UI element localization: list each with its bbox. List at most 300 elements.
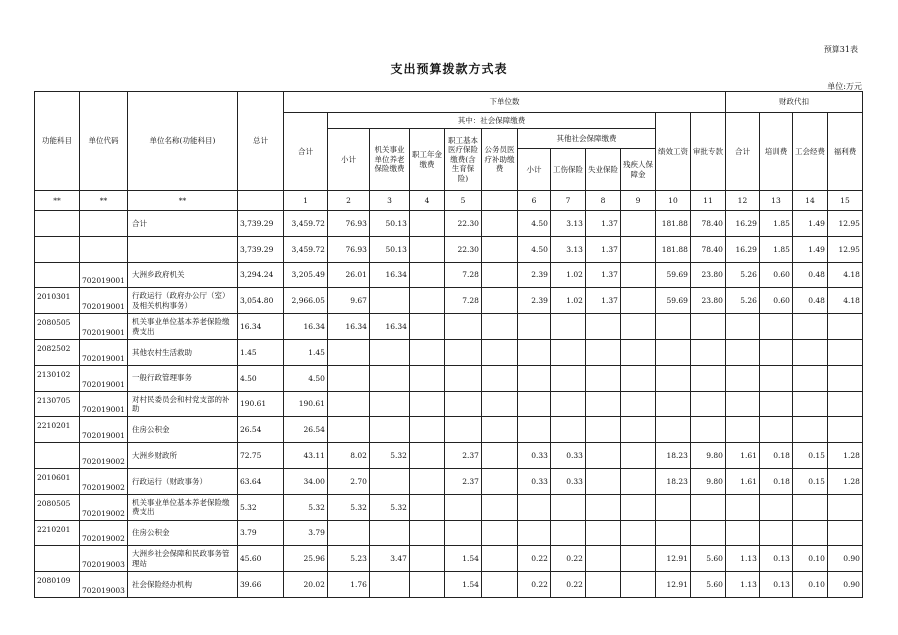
header-medical: 职工基本医疗保险缴费(含生育保险) [444, 129, 481, 191]
amount-cell-c13 [759, 520, 792, 546]
amount-cell-c13: 1.85 [759, 236, 792, 262]
amount-cell-c3 [369, 468, 409, 494]
amount-cell-c11: 5.60 [690, 546, 725, 572]
amount-cell-cx [481, 468, 517, 494]
unit-name-cell: 大洲乡社会保障和民政事务管理站 [127, 546, 237, 572]
amount-cell-c11 [690, 339, 725, 365]
amount-cell-cx [481, 391, 517, 417]
unit-name-cell: 行政运行（政府办公厅（室）及相关机构事务） [127, 288, 237, 314]
amount-cell-c11: 78.40 [690, 236, 725, 262]
amount-cell-c2: 5.23 [327, 546, 369, 572]
unit-name-cell: 住房公积金 [127, 520, 237, 546]
amount-cell-c4 [409, 468, 444, 494]
func-subject-cell: 2010301 [35, 288, 80, 314]
header-pension: 机关事业单位养老保险缴费 [369, 129, 409, 191]
amount-cell-c14: 1.49 [792, 236, 827, 262]
column-index-cell: 9 [620, 191, 655, 211]
amount-cell-c12 [725, 314, 759, 340]
amount-cell-c6: 2.39 [517, 262, 550, 288]
amount-cell-cx [481, 443, 517, 469]
amount-cell-total: 63.64 [237, 468, 283, 494]
amount-cell-c9 [620, 572, 655, 598]
amount-cell-c1: 3.79 [283, 520, 327, 546]
amount-cell-c3: 5.32 [369, 494, 409, 520]
unit-label: 单位:万元 [827, 82, 862, 91]
amount-cell-c6 [517, 339, 550, 365]
header-unit-name: 单位名称(功能科目) [127, 92, 237, 191]
amount-cell-c7: 0.33 [550, 468, 585, 494]
func-subject-cell [35, 546, 80, 572]
amount-cell-c9 [620, 288, 655, 314]
amount-cell-c12: 5.26 [725, 262, 759, 288]
amount-cell-c3 [369, 339, 409, 365]
amount-cell-c6: 0.33 [517, 443, 550, 469]
unit-code-cell: 702019001 [80, 314, 128, 340]
amount-cell-c3 [369, 391, 409, 417]
amount-cell-c3: 5.32 [369, 443, 409, 469]
func-subject-cell [35, 262, 80, 288]
amount-cell-c15 [827, 520, 862, 546]
amount-cell-c10 [655, 314, 690, 340]
header-subtotal: 小计 [327, 129, 369, 191]
amount-cell-c10 [655, 339, 690, 365]
amount-cell-cx [481, 494, 517, 520]
amount-cell-total: 16.34 [237, 314, 283, 340]
amount-cell-c14: 0.48 [792, 262, 827, 288]
amount-cell-c12: 1.61 [725, 443, 759, 469]
amount-cell-c8 [585, 546, 620, 572]
amount-cell-c7 [550, 417, 585, 443]
amount-cell-c11 [690, 314, 725, 340]
amount-cell-c5: 1.54 [444, 546, 481, 572]
amount-cell-c14: 0.15 [792, 468, 827, 494]
amount-cell-c10 [655, 391, 690, 417]
header-injury: 工伤保险 [550, 149, 585, 191]
amount-cell-cx [481, 211, 517, 237]
amount-cell-c2: 8.02 [327, 443, 369, 469]
column-index-cell: 3 [369, 191, 409, 211]
table-header [35, 92, 863, 191]
amount-cell-c3: 16.34 [369, 314, 409, 340]
amount-cell-c1: 34.00 [283, 468, 327, 494]
amount-cell-c13: 0.13 [759, 546, 792, 572]
amount-cell-c10: 181.88 [655, 236, 690, 262]
table-row [35, 443, 863, 469]
amount-cell-c10: 12.91 [655, 572, 690, 598]
unit-name-cell [127, 236, 237, 262]
amount-cell-c4 [409, 572, 444, 598]
amount-cell-c7: 0.33 [550, 443, 585, 469]
amount-cell-c1: 43.11 [283, 443, 327, 469]
amount-cell-c6: 0.22 [517, 572, 550, 598]
amount-cell-c4 [409, 262, 444, 288]
amount-cell-c12: 16.29 [725, 236, 759, 262]
amount-cell-c12: 5.26 [725, 288, 759, 314]
func-subject-cell: 2080109 [35, 572, 80, 598]
amount-cell-c15: 4.18 [827, 288, 862, 314]
header-disability: 残疾人保障金 [620, 149, 655, 191]
amount-cell-c7 [550, 339, 585, 365]
amount-cell-c6 [517, 494, 550, 520]
unit-code-cell [80, 211, 128, 237]
amount-cell-c12 [725, 417, 759, 443]
amount-cell-c9 [620, 314, 655, 340]
amount-cell-c8 [585, 391, 620, 417]
amount-cell-c4 [409, 365, 444, 391]
unit-name-cell: 对村民委员会和村党支部的补助 [127, 391, 237, 417]
amount-cell-c12: 1.13 [725, 572, 759, 598]
amount-cell-c3 [369, 288, 409, 314]
header-other-social: 其他社会保障缴费 [517, 129, 655, 149]
amount-cell-c8 [585, 314, 620, 340]
func-subject-cell: 2010601 [35, 468, 80, 494]
amount-cell-c11 [690, 417, 725, 443]
table-row [35, 520, 863, 546]
amount-cell-c5 [444, 339, 481, 365]
amount-cell-c13: 0.60 [759, 262, 792, 288]
amount-cell-c10: 18.23 [655, 443, 690, 469]
header-fiscal-withholding: 财政代扣 [725, 92, 862, 113]
header-civil-medical: 公务员医疗补助缴费 [481, 129, 517, 191]
amount-cell-c3 [369, 520, 409, 546]
amount-cell-c5 [444, 494, 481, 520]
amount-cell-c9 [620, 443, 655, 469]
amount-cell-c6: 0.22 [517, 546, 550, 572]
amount-cell-c14 [792, 339, 827, 365]
amount-cell-c7: 3.13 [550, 236, 585, 262]
amount-cell-c13: 1.85 [759, 211, 792, 237]
amount-cell-c5: 22.30 [444, 236, 481, 262]
amount-cell-c15 [827, 391, 862, 417]
amount-cell-c8 [585, 417, 620, 443]
amount-cell-cx [481, 339, 517, 365]
page-title: 支出预算拨款方式表 [390, 62, 508, 76]
amount-cell-total: 3,739.29 [237, 236, 283, 262]
amount-cell-c5 [444, 365, 481, 391]
amount-cell-c11: 9.80 [690, 443, 725, 469]
func-subject-cell: 2210201 [35, 417, 80, 443]
table-row [35, 417, 863, 443]
budget-table [34, 91, 863, 598]
amount-cell-cx [481, 262, 517, 288]
column-index-cell: 5 [444, 191, 481, 211]
column-index-cell: 6 [517, 191, 550, 211]
amount-cell-c4 [409, 546, 444, 572]
unit-code-cell: 702019002 [80, 468, 128, 494]
unit-code-cell: 702019001 [80, 262, 128, 288]
column-index-cell: ** [35, 191, 80, 211]
amount-cell-c5: 22.30 [444, 211, 481, 237]
amount-cell-c8 [585, 468, 620, 494]
amount-cell-c12: 1.13 [725, 546, 759, 572]
amount-cell-c2 [327, 520, 369, 546]
func-subject-cell [35, 236, 80, 262]
amount-cell-total: 3,294.24 [237, 262, 283, 288]
amount-cell-c1: 1.45 [283, 339, 327, 365]
amount-cell-c6 [517, 417, 550, 443]
header-performance-pay: 绩效工资 [655, 113, 690, 191]
header-fiscal-subtotal: 合计 [725, 113, 759, 191]
amount-cell-c9 [620, 494, 655, 520]
column-index-cell [237, 191, 283, 211]
amount-cell-c8: 1.37 [585, 288, 620, 314]
header-training: 培训费 [759, 113, 792, 191]
column-index-cell: 8 [585, 191, 620, 211]
amount-cell-cx [481, 520, 517, 546]
amount-cell-c2: 5.32 [327, 494, 369, 520]
amount-cell-c11: 78.40 [690, 211, 725, 237]
amount-cell-c10 [655, 520, 690, 546]
amount-cell-cx [481, 572, 517, 598]
amount-cell-c11: 5.60 [690, 572, 725, 598]
amount-cell-c7 [550, 314, 585, 340]
amount-cell-c5 [444, 391, 481, 417]
func-subject-cell [35, 443, 80, 469]
amount-cell-total: 3,054.80 [237, 288, 283, 314]
unit-name-cell: 机关事业单位基本养老保险缴费支出 [127, 314, 237, 340]
table-row [35, 546, 863, 572]
amount-cell-cx [481, 546, 517, 572]
amount-cell-c1: 5.32 [283, 494, 327, 520]
amount-cell-c10 [655, 494, 690, 520]
amount-cell-c2: 9.67 [327, 288, 369, 314]
header-union: 工会经费 [792, 113, 827, 191]
amount-cell-c9 [620, 417, 655, 443]
unit-name-cell: 社会保险经办机构 [127, 572, 237, 598]
unit-name-cell: 机关事业单位基本养老保险缴费支出 [127, 494, 237, 520]
unit-name-cell: 大洲乡财政所 [127, 443, 237, 469]
unit-code-cell [80, 236, 128, 262]
amount-cell-c13: 0.60 [759, 288, 792, 314]
amount-cell-c5 [444, 520, 481, 546]
amount-cell-c5 [444, 417, 481, 443]
amount-cell-c1: 3,459.72 [283, 211, 327, 237]
amount-cell-c7: 0.22 [550, 572, 585, 598]
unit-name-cell: 住房公积金 [127, 417, 237, 443]
header-total: 总计 [237, 92, 283, 191]
amount-cell-c13: 0.18 [759, 443, 792, 469]
amount-cell-c15 [827, 494, 862, 520]
amount-cell-c15: 12.95 [827, 236, 862, 262]
column-index-cell [481, 191, 517, 211]
amount-cell-c13: 0.13 [759, 572, 792, 598]
amount-cell-c10 [655, 417, 690, 443]
table-row [35, 288, 863, 314]
amount-cell-c3: 16.34 [369, 262, 409, 288]
unit-code-cell: 702019001 [80, 288, 128, 314]
amount-cell-c11 [690, 391, 725, 417]
table-row [35, 314, 863, 340]
amount-cell-c2 [327, 365, 369, 391]
unit-code-cell: 702019002 [80, 494, 128, 520]
amount-cell-c8 [585, 339, 620, 365]
amount-cell-c4 [409, 339, 444, 365]
amount-cell-cx [481, 236, 517, 262]
amount-cell-c14: 1.49 [792, 211, 827, 237]
table-row [35, 262, 863, 288]
column-index-cell: ** [80, 191, 128, 211]
amount-cell-c4 [409, 443, 444, 469]
amount-cell-c9 [620, 365, 655, 391]
amount-cell-c7: 1.02 [550, 262, 585, 288]
amount-cell-c12 [725, 365, 759, 391]
amount-cell-c7: 1.02 [550, 288, 585, 314]
unit-name-cell: 合计 [127, 211, 237, 237]
unit-code-cell: 702019003 [80, 546, 128, 572]
header-unit-code: 单位代码 [80, 92, 128, 191]
unit-code-cell: 702019001 [80, 365, 128, 391]
header-func-subject: 功能科目 [35, 92, 80, 191]
amount-cell-c5: 7.28 [444, 288, 481, 314]
func-subject-cell: 2210201 [35, 520, 80, 546]
column-index-cell: ** [127, 191, 237, 211]
amount-cell-c15: 4.18 [827, 262, 862, 288]
column-index-cell: 11 [690, 191, 725, 211]
amount-cell-c14 [792, 314, 827, 340]
amount-cell-total: 45.60 [237, 546, 283, 572]
func-subject-cell: 2080505 [35, 494, 80, 520]
column-index-row [35, 191, 863, 211]
amount-cell-total: 5.32 [237, 494, 283, 520]
amount-cell-c11: 9.80 [690, 468, 725, 494]
amount-cell-total: 72.75 [237, 443, 283, 469]
amount-cell-total: 39.66 [237, 572, 283, 598]
amount-cell-c13 [759, 365, 792, 391]
amount-cell-c1: 2,966.05 [283, 288, 327, 314]
amount-cell-c11 [690, 365, 725, 391]
amount-cell-c11 [690, 494, 725, 520]
amount-cell-c12 [725, 391, 759, 417]
amount-cell-c2: 2.70 [327, 468, 369, 494]
amount-cell-c15 [827, 417, 862, 443]
column-index-cell: 15 [827, 191, 862, 211]
column-index-cell: 14 [792, 191, 827, 211]
column-index-cell: 12 [725, 191, 759, 211]
unit-name-cell: 大洲乡政府机关 [127, 262, 237, 288]
table-body [35, 191, 863, 598]
table-row [35, 494, 863, 520]
amount-cell-c4 [409, 288, 444, 314]
amount-cell-c6 [517, 391, 550, 417]
amount-cell-c5: 7.28 [444, 262, 481, 288]
amount-cell-cx [481, 417, 517, 443]
amount-cell-c13 [759, 314, 792, 340]
amount-cell-c1: 26.54 [283, 417, 327, 443]
amount-cell-c5: 2.37 [444, 468, 481, 494]
amount-cell-cx [481, 365, 517, 391]
amount-cell-c13 [759, 417, 792, 443]
amount-cell-c2: 76.93 [327, 236, 369, 262]
header-lower-unit-amount: 下单位数 [283, 92, 725, 113]
unit-name-cell: 一般行政管理事务 [127, 365, 237, 391]
amount-cell-c9 [620, 546, 655, 572]
amount-cell-c6: 2.39 [517, 288, 550, 314]
amount-cell-c7 [550, 391, 585, 417]
amount-cell-total: 190.61 [237, 391, 283, 417]
amount-cell-c8 [585, 443, 620, 469]
table-row [35, 211, 863, 237]
header-audit-funds: 审批专款 [690, 113, 725, 191]
amount-cell-c15: 12.95 [827, 211, 862, 237]
amount-cell-c5: 1.54 [444, 572, 481, 598]
amount-cell-c6 [517, 365, 550, 391]
amount-cell-c9 [620, 211, 655, 237]
amount-cell-c14 [792, 365, 827, 391]
amount-cell-c15 [827, 339, 862, 365]
amount-cell-c3 [369, 365, 409, 391]
amount-cell-c15: 1.28 [827, 443, 862, 469]
amount-cell-c7 [550, 365, 585, 391]
amount-cell-c15 [827, 365, 862, 391]
amount-cell-c15: 0.90 [827, 546, 862, 572]
amount-cell-c1: 3,205.49 [283, 262, 327, 288]
amount-cell-c5 [444, 314, 481, 340]
func-subject-cell: 2130705 [35, 391, 80, 417]
header-other-subtotal: 小计 [517, 149, 550, 191]
column-index-cell: 7 [550, 191, 585, 211]
amount-cell-c8: 1.37 [585, 262, 620, 288]
amount-cell-c14 [792, 520, 827, 546]
amount-cell-total: 26.54 [237, 417, 283, 443]
amount-cell-c2: 16.34 [327, 314, 369, 340]
unit-code-cell: 702019001 [80, 339, 128, 365]
amount-cell-c2 [327, 391, 369, 417]
amount-cell-c1: 16.34 [283, 314, 327, 340]
amount-cell-cx [481, 314, 517, 340]
amount-cell-total: 3,739.29 [237, 211, 283, 237]
column-index-cell: 4 [409, 191, 444, 211]
amount-cell-c3 [369, 417, 409, 443]
table-row [35, 572, 863, 598]
amount-cell-cx [481, 288, 517, 314]
amount-cell-c13 [759, 391, 792, 417]
func-subject-cell: 2082502 [35, 339, 80, 365]
header-annuity: 职工年金缴费 [409, 129, 444, 191]
amount-cell-c13 [759, 339, 792, 365]
amount-cell-c8: 1.37 [585, 236, 620, 262]
amount-cell-c2: 76.93 [327, 211, 369, 237]
amount-cell-c3: 50.13 [369, 236, 409, 262]
amount-cell-c13 [759, 494, 792, 520]
amount-cell-c9 [620, 236, 655, 262]
amount-cell-c3: 3.47 [369, 546, 409, 572]
amount-cell-c9 [620, 520, 655, 546]
amount-cell-c15: 0.90 [827, 572, 862, 598]
table-row [35, 468, 863, 494]
amount-cell-c2 [327, 417, 369, 443]
amount-cell-c9 [620, 339, 655, 365]
amount-cell-c1: 25.96 [283, 546, 327, 572]
amount-cell-c6: 4.50 [517, 211, 550, 237]
amount-cell-c1: 4.50 [283, 365, 327, 391]
amount-cell-c6: 4.50 [517, 236, 550, 262]
amount-cell-c10: 18.23 [655, 468, 690, 494]
column-index-cell: 10 [655, 191, 690, 211]
amount-cell-c7 [550, 520, 585, 546]
amount-cell-c10: 12.91 [655, 546, 690, 572]
amount-cell-total: 3.79 [237, 520, 283, 546]
unit-code-cell: 702019003 [80, 572, 128, 598]
unit-code-cell: 702019001 [80, 417, 128, 443]
amount-cell-c2 [327, 339, 369, 365]
amount-cell-c3: 50.13 [369, 211, 409, 237]
amount-cell-c15 [827, 314, 862, 340]
amount-cell-c12 [725, 494, 759, 520]
amount-cell-c6 [517, 314, 550, 340]
amount-cell-c10: 59.69 [655, 262, 690, 288]
amount-cell-c12 [725, 339, 759, 365]
column-index-cell: 13 [759, 191, 792, 211]
